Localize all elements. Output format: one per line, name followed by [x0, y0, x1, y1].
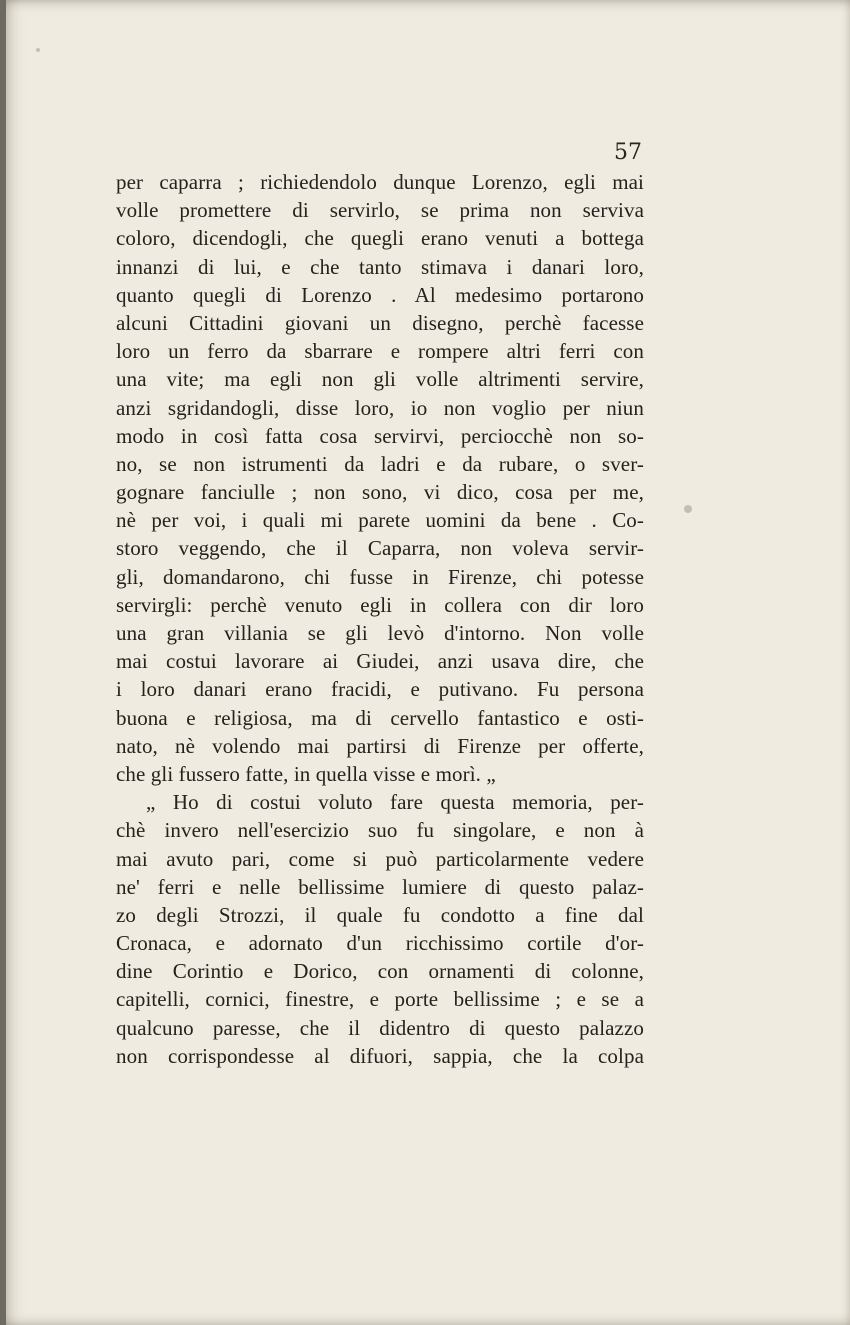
text-line: modo in così fatta cosa servirvi, perciocchè non so- [116, 423, 644, 448]
text-line: chè invero nell'esercizio suo fu singolare, e non à [116, 818, 644, 843]
text-line: capitelli, cornici, finestre, e porte bellissime ; e se a [116, 987, 644, 1012]
text-line: loro un ferro da sbarrare e rompere altri ferri con [116, 339, 644, 364]
paper-spot [36, 48, 40, 52]
text-line: volle promettere di servirlo, se prima non serviva [116, 198, 644, 223]
text-line: storo veggendo, che il Caparra, non voleva servir- [116, 536, 644, 561]
text-line: mai avuto pari, come si può particolarmente vedere [116, 846, 644, 871]
text-line: servirgli: perchè venuto egli in collera con dir loro [116, 592, 644, 617]
text-line: non corrispondesse al difuori, sappia, che la colpa [116, 1043, 644, 1068]
text-line: quanto quegli di Lorenzo . Al medesimo portarono [116, 282, 644, 307]
text-line: zo degli Strozzi, il quale fu condotto a fine dal [116, 902, 644, 927]
text-line: i loro danari erano fracidi, e putivano. Fu persona [116, 677, 644, 702]
text-line: nè per voi, i quali mi parete uomini da bene . Co- [116, 508, 644, 533]
body-text [116, 168, 644, 1070]
text-line: Cronaca, e adornato d'un ricchissimo cortile d'or- [116, 931, 644, 956]
text-line: nato, nè volendo mai partirsi di Firenze per offerte, [116, 733, 644, 758]
text-line: mai costui lavorare ai Giudei, anzi usava dire, che [116, 649, 644, 674]
text-line: buona e religiosa, ma di cervello fantastico e osti- [116, 705, 644, 730]
text-line: gli, domandarono, chi fusse in Firenze, chi potesse [116, 564, 644, 589]
text-line: che gli fussero fatte, in quella visse e morì. „ [116, 761, 496, 786]
text-line: „ Ho di costui voluto fare questa memoria, per- [146, 790, 644, 815]
paper-spot [684, 505, 692, 513]
text-line: alcuni Cittadini giovani un disegno, perchè facesse [116, 310, 644, 335]
text-line: qualcuno paresse, che il didentro di questo palazzo [116, 1015, 644, 1040]
text-line: una vite; ma egli non gli volle altrimenti servire, [116, 367, 644, 392]
page-number: 57 [614, 140, 642, 165]
text-line: coloro, dicendogli, che quegli erano venuti a bottega [116, 226, 644, 251]
text-line: innanzi di lui, e che tanto stimava i danari loro, [116, 254, 644, 279]
text-line: una gran villania se gli levò d'intorno. Non volle [116, 621, 644, 645]
text-line: no, se non istrumenti da ladri e da rubare, o sver- [116, 451, 644, 476]
book-spine-edge [0, 0, 6, 1325]
text-line: anzi sgridandogli, disse loro, io non voglio per niun [116, 395, 644, 420]
text-line: per caparra ; richiedendolo dunque Lorenzo, egli mai [116, 170, 644, 194]
text-line: ne' ferri e nelle bellissime lumiere di questo palaz- [116, 874, 644, 899]
text-line: gognare fanciulle ; non sono, vi dico, cosa per me, [116, 480, 644, 505]
text-line: dine Corintio e Dorico, con ornamenti di colonne, [116, 959, 644, 984]
